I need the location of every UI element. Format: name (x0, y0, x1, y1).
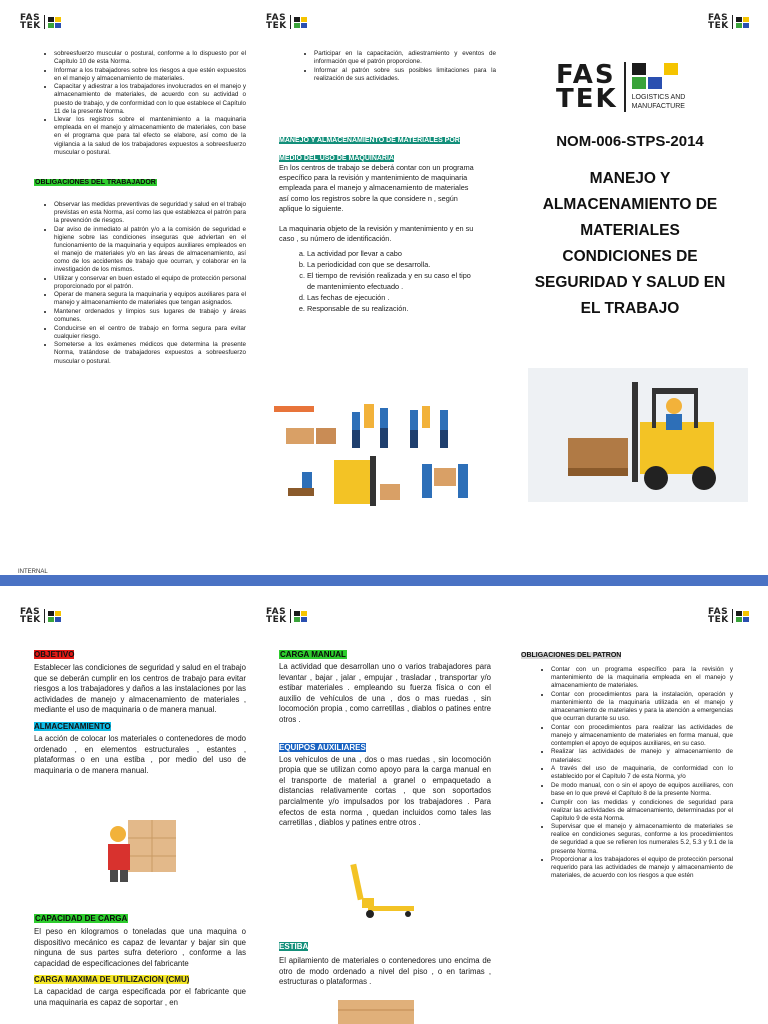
logo-line-1: FAS (708, 13, 729, 23)
paragraph-objetivo: Establecer las condiciones de seguridad y salud en el trabajo que se deberán cumplir en los centros de trabajo para evitar riesgos a los trabajadores y daños a las instalaciones por las actividades de manejo y almacenamiento de materiales , mediante el uso de maquinaria o de manera manual. (34, 663, 246, 715)
stacked-boxes-illustration (334, 996, 418, 1024)
fastek-logo (20, 608, 61, 624)
fastek-logo (266, 14, 307, 30)
panel-1 (35, 50, 246, 366)
list-item: • Llevar los registros sobre el mantenimiento a la maquinaria empleada en el manejo y almacenamiento de materiales, con base en el programa que para tal efecto se elabore, así como de la vigilancia a la salud de los trabajadores expuestos a sobreesfuerzo muscular o postural. (54, 116, 246, 156)
list-item: d. Las fechas de ejecución . (307, 292, 479, 303)
logo-tagline-1: LOGISTICS AND (631, 94, 686, 101)
paragraph-programa: En los centros de trabajo se deberá contar con un programa específico para la revisión y mantenimiento de maquinaria empleada para el manejo y almacenamiento de materiales así como los registros sobre la que considere n , según aplique lo siguiente. (279, 163, 474, 213)
title-line: SEGURIDAD Y SALUD EN (534, 274, 726, 291)
paragraph-cmu: La capacidad de carga especificada por el fabricante que una maquinaria es capaz de soportar , en (34, 987, 246, 1007)
list-item: • Participar en la capacitación, adiestramiento y eventos de información que el patrón proporcione. (314, 50, 496, 66)
list-item: • Dar aviso de inmediato al patrón y/o a la comisión de seguridad e higiene sobre las condiciones inseguras que adviertan en el funcionamiento de la maquinaria y equipos auxiliares empleados en el manejo de materiales y/o en las áreas de almacenamiento, así como de los accidentes de trabajo que ocurran, y colaborar en la investigación de los mismos. (54, 226, 246, 275)
logo-large-squares-icon (632, 63, 686, 89)
logo-large-line-1: FAS (556, 60, 616, 90)
brochure-title (520, 166, 740, 322)
heading-manejo-maquinaria: MANEJO Y ALMACENAMIENTO DE MATERIALES POR MEDIO DEL USO DE MAQUINARIA (279, 137, 460, 162)
heading-estiba: ESTIBA (279, 942, 309, 951)
bullet-list-employer-cont (40, 50, 246, 157)
heading-almacenamiento: ALMACENAMIENTO (34, 721, 111, 731)
logo-line-1: FAS (20, 13, 41, 23)
list-item: • Contar con procedimientos para la instalación, operación y mantenimiento de la maquinaria utilizada en el manejo y almacenamiento de materiales y para la atención a emergencias que ocurran durante su uso. (551, 691, 733, 723)
title-line: MANEJO Y (589, 170, 671, 187)
heading-equipos-auxiliares: EQUIPOS AUXILIARES (279, 742, 366, 752)
logo-squares-icon (294, 611, 307, 622)
fastek-logo-large (556, 62, 685, 112)
title-line: CONDICIONES DE (562, 248, 698, 265)
paragraph-maquinaria: La maquinaria objeto de la revisión y mantenimiento y en su caso , su número de identificación. (279, 224, 474, 244)
title-line: ALMACENAMIENTO DE (542, 196, 718, 213)
title-line: MATERIALES (580, 222, 680, 239)
list-item: a. La actividad por llevar a cabo (307, 248, 479, 259)
list-item: • Proporcionar a los trabajadores el equipo de protección personal requerido para las actividades de manejo y almacenamiento de materiales, de acuerdo con los riesgos a que estén (551, 856, 733, 880)
section-heading (34, 171, 246, 189)
alpha-list (279, 248, 479, 314)
title-line: EL TRABAJO (580, 300, 680, 317)
heading-cmu: CARGA MAXIMA DE UTILIZACION (CMU) (34, 975, 190, 985)
list-item: • Mantener ordenados y limpios sus lugares de trabajo y áreas comunes. (54, 308, 246, 324)
list-item: • Supervisar que el manejo y almacenamiento de materiales se realice en condiciones seguras, conforme a los procedimientos de seguridad a que se refieren los numerales 5.2, 5.3 y 9.1 de la presente Norma. (551, 823, 733, 855)
fastek-logo (20, 14, 61, 30)
forklift-illustration (528, 368, 748, 502)
fastek-logo (708, 608, 749, 624)
list-item: • Contar con un programa específico para la revisión y mantenimiento de la maquinaria empleada en el manejo y almacenamiento de materiales. (551, 666, 733, 690)
logo-line-2: TEK (266, 21, 287, 31)
paragraph-carga-manual: La actividad que desarrollan uno o varios trabajadores para levantar , bajar , jalar , empujar , trasladar , transportar y/o estibar materiales . empleando su fuerza física o con el auxilio de vehículos de una , dos o mas ruedas , sin locomoción propia , como carretillas , diablos o patines entre otros . (279, 662, 491, 724)
list-item: e. Responsable de su realización. (307, 303, 479, 314)
list-item: • Operar de manera segura la maquinaria y equipos auxiliares para el manejo y almacenamiento de materiales que tengan asignados. (54, 291, 246, 307)
list-item: • Someterse a los exámenes médicos que determina la presente Norma, tratándose de trabajadores expuestos a sobreesfuerzo muscular o postural. (54, 341, 246, 365)
logo-squares-icon (294, 17, 307, 28)
bullet-list-employer (521, 666, 733, 880)
paragraph-almacenamiento: La acción de colocar los materiales o contenedores de modo ordenado , en elementos estructurales , estantes , plataformas o en una estiba , por medio del uso de maquinaria o de manera manual. (34, 733, 246, 775)
list-item: • Informar al patrón sobre sus posibles limitaciones para la realización de sus actividades. (314, 67, 496, 83)
paragraph-estiba: El apilamiento de materiales o contenedores uno encima de otro de modo ordenado a nivel del piso , o en tarimas , estructuras o plataformas . (279, 956, 491, 987)
logo-line-2: TEK (20, 21, 41, 31)
logo-squares-icon (48, 17, 61, 28)
list-item: • Realizar las actividades de manejo y almacenamiento de materiales: (551, 748, 733, 764)
logo-tagline-2: MANUFACTURE (631, 103, 685, 110)
list-item: • sobreesfuerzo muscular o postural, conforme a lo dispuesto por el Capítulo 10 de esta Norma. (54, 50, 246, 66)
paragraph-capacidad: El peso en kilogramos o toneladas que una maquina o dispositivo mecánico es capaz de levantar y bajar sin que ninguna de sus partes sufra deterioro , conforme a las capacidad de especificaciones del fabricante (34, 927, 246, 968)
logo-line-1: FAS (708, 607, 729, 617)
panel-5-lower (279, 936, 491, 988)
fastek-logo (266, 608, 307, 624)
panel-4 (34, 644, 246, 776)
logo-line-2: TEK (708, 615, 729, 625)
pallet-jack-illustration (346, 862, 416, 922)
internal-label: INTERNAL (18, 569, 48, 575)
logo-line-2: TEK (708, 21, 729, 31)
list-item: • Conducirse en el centro de trabajo en forma segura para evitar cualquier riesgo. (54, 325, 246, 341)
list-item: • Observar las medidas preventivas de seguridad y salud en el trabajo previstas en esta Norma, así como las que establezca el patrón para la prevención de riesgos. (54, 201, 246, 225)
list-item: c. El tiempo de revisión realizada y en su caso el tipo de mantenimiento efectuado . (307, 270, 479, 292)
panel-2-body (279, 163, 479, 314)
list-item: • Utilizar y conservar en buen estado el equipo de protección personal proporcionado por el patrón. (54, 275, 246, 291)
logo-line-1: FAS (266, 607, 287, 617)
list-item: • Capacitar y adiestrar a los trabajadores involucrados en el manejo y almacenamiento de materiales, de acuerdo con su actividad o puesto de trabajo, y de conformidad con lo que establece el Capítulo 11 de la presente Norma. (54, 83, 246, 115)
logo-squares-icon (736, 17, 749, 28)
panel-5 (279, 644, 491, 829)
logo-line-2: TEK (20, 615, 41, 625)
page-divider (0, 575, 768, 586)
heading-obligaciones-patron: OBLIGACIONES DEL PATRON (521, 652, 622, 659)
heading-objetivo: OBJETIVO (34, 650, 75, 659)
panel-4-lower (34, 908, 246, 1009)
logo-line-2: TEK (266, 615, 287, 625)
list-item: • Informar a los trabajadores sobre los riesgos a que estén expuestos en el manejo y almacenamiento de materiales. (54, 67, 246, 83)
list-item: b. La periodicidad con que se desarrolla. (307, 259, 479, 270)
list-item: • Contar con procedimientos para realizar las actividades de manejo y almacenamiento de materiales en forma manual, que contemplen el apoyo de equipos auxiliares, en su caso. (551, 724, 733, 748)
logo-large-line-2: TEK (556, 84, 618, 114)
panel-6 (521, 644, 733, 881)
workers-illustration (272, 398, 477, 516)
paragraph-equipos-auxiliares: Los vehículos de una , dos o mas ruedas , sin locomoción propia que se utilizan como apoyo para la carga manual en el transporte de material a granel o empaquetado a distancias relativamente cortas , que son soportados parcialmente y/o impulsados por los trabajadores . Para efectos de esta norma , quedan incluidos como tales las carretillas , diablos y patines entre otros . (279, 754, 491, 828)
norm-code: NOM-006-STPS-2014 (556, 133, 704, 150)
list-item: • De modo manual, con o sin el apoyo de equipos auxiliares, con base en lo que prevé el Capítulo 8 de la presente Norma. (551, 782, 733, 798)
heading-carga-manual: CARGA MANUAL (280, 650, 346, 659)
heading-obligaciones-trabajador: OBLIGACIONES DEL TRABAJADOR (35, 178, 156, 186)
logo-line-1: FAS (266, 13, 287, 23)
logo-squares-icon (48, 611, 61, 622)
list-item: • A través del uso de maquinaria, de conformidad con lo establecido por el Capítulo 7 de esta Norma, y/o (551, 765, 733, 781)
heading-capacidad: CAPACIDAD DE CARGA (35, 914, 128, 923)
worker-boxes-illustration (98, 814, 180, 884)
bullet-list-worker-cont (300, 50, 496, 83)
logo-squares-icon (736, 611, 749, 622)
section-heading (279, 129, 475, 165)
bullet-list-worker (40, 201, 246, 366)
fastek-logo (708, 14, 749, 30)
panel-2-bullets (300, 50, 496, 83)
logo-line-1: FAS (20, 607, 41, 617)
list-item: • Cumplir con las medidas y condiciones de seguridad para realizar las actividades de almacenamiento, determinadas por el Capítulo 9 de esta Norma. (551, 799, 733, 823)
